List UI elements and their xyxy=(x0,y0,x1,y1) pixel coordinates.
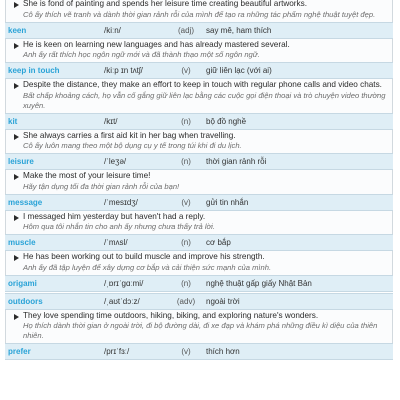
bullet-triangle-icon xyxy=(14,314,19,320)
vocab-part-of-speech: (v) xyxy=(181,66,191,75)
bullet-triangle-icon xyxy=(14,215,19,221)
vocab-meaning: bộ đồ nghề xyxy=(206,116,247,126)
example-vietnamese: Anh ấy đã tập luyện để xây dựng cơ bắp và cải thiện sức mạnh của mình. xyxy=(23,262,272,272)
example-block xyxy=(5,39,393,63)
vocab-meaning: thời gian rảnh rỗi xyxy=(206,157,267,166)
vocab-meaning: say mê, ham thích xyxy=(206,25,272,35)
example-block xyxy=(5,211,393,235)
example-english: She always carries a first aid kit in her bag when travelling. xyxy=(23,130,236,140)
vocab-ipa: /kɪt/ xyxy=(104,116,118,126)
example-sentence xyxy=(14,131,388,142)
example-sentence xyxy=(14,80,388,91)
example-block xyxy=(5,170,393,194)
vocab-part-of-speech: (n) xyxy=(181,238,191,247)
vocab-entry-header xyxy=(5,275,393,292)
vocab-ipa: /kiːn/ xyxy=(104,25,121,35)
vocab-part-of-speech: (n) xyxy=(181,157,191,166)
bullet-triangle-icon xyxy=(14,255,19,261)
bullet-triangle-icon xyxy=(14,43,19,49)
vocab-word: prefer xyxy=(8,347,31,356)
example-block xyxy=(5,0,393,22)
example-sentence xyxy=(14,171,388,182)
example-vietnamese: Hôm qua tôi nhắn tin cho anh ấy nhưng chưa thấy trả lời. xyxy=(23,222,215,231)
example-sentence xyxy=(14,311,388,322)
vocabulary-list xyxy=(5,0,393,361)
vocab-word: kit xyxy=(8,116,18,126)
vocab-meaning: thích hơn xyxy=(206,347,240,356)
example-english: He has been working out to build muscle and improve his strength. xyxy=(23,252,265,261)
vocab-ipa: /ˈleʒə/ xyxy=(104,157,127,166)
vocab-entry-header xyxy=(5,194,393,211)
vocab-entry-header xyxy=(5,343,393,360)
vocab-ipa: /ˈmʌsl/ xyxy=(104,238,128,247)
entry-gap xyxy=(5,360,393,361)
example-block xyxy=(5,79,393,113)
vocab-entry-header xyxy=(5,293,393,310)
example-block xyxy=(5,310,393,344)
vocab-entry-header xyxy=(5,22,393,39)
example-vietnamese: Hãy tận dụng tối đa thời gian rảnh rỗi của bạn! xyxy=(23,181,180,191)
example-vietnamese: Cô ấy luôn mang theo một bộ dụng cụ y tế trong túi khi đi du lịch. xyxy=(23,141,242,150)
example-vietnamese: Họ thích dành thời gian ở ngoài trời, đi bộ đường dài, đi xe đạp và khám phá những điều kì diệu của thiên nhiên. xyxy=(23,321,378,340)
vocab-word: leisure xyxy=(8,157,34,166)
vocab-word: message xyxy=(8,197,43,207)
vocab-part-of-speech: (v) xyxy=(181,347,191,356)
example-sentence xyxy=(14,212,388,223)
vocab-ipa: /ˌɒrɪˈɡɑːmi/ xyxy=(104,278,144,288)
vocab-ipa: /prɪˈfɜː/ xyxy=(104,347,130,356)
example-sentence xyxy=(14,40,388,51)
example-vietnamese: Cô ấy thích vẽ tranh và dành thời gian rảnh rỗi của mình để tạo ra những tác phẩm nghệ thuật tuyệt đẹp. xyxy=(23,9,376,19)
vocab-meaning: giữ liên lạc (với ai) xyxy=(206,66,272,75)
example-english: He is keen on learning new languages and has already mastered several. xyxy=(23,39,290,49)
vocab-part-of-speech: (n) xyxy=(181,116,191,126)
vocab-part-of-speech: (n) xyxy=(181,278,191,288)
bullet-triangle-icon xyxy=(14,83,19,89)
bullet-triangle-icon xyxy=(14,174,19,180)
example-sentence xyxy=(14,0,388,10)
vocab-part-of-speech: (adv) xyxy=(176,296,196,306)
example-vietnamese: Bất chấp khoảng cách, họ vẫn cố gắng giữ liên lạc bằng các cuộc gọi điện thoại và trò chuyện video thường xuyên. xyxy=(23,90,386,110)
vocab-entry-header xyxy=(5,113,393,130)
vocab-word: keen xyxy=(8,25,27,35)
bullet-triangle-icon xyxy=(14,134,19,140)
vocab-meaning: cơ bắp xyxy=(206,238,231,247)
vocab-ipa: /ˌaʊtˈdɔːz/ xyxy=(104,296,140,306)
vocab-entry-header xyxy=(5,153,393,170)
example-block xyxy=(5,251,393,275)
vocab-ipa: /ˈmesɪdʒ/ xyxy=(104,197,138,207)
example-english: Despite the distance, they make an effort to keep in touch with regular phone calls and video chats. xyxy=(23,80,382,89)
vocab-word: outdoors xyxy=(8,296,43,306)
example-sentence xyxy=(14,252,388,263)
vocab-entry-header xyxy=(5,234,393,251)
vocab-meaning: gửi tin nhắn xyxy=(206,197,249,207)
example-vietnamese: Anh ấy rất thích học ngôn ngữ mới và đã thành thạo một số ngôn ngữ. xyxy=(23,50,260,59)
bullet-triangle-icon xyxy=(14,2,19,8)
vocab-meaning: nghệ thuật gấp giấy Nhật Bản xyxy=(206,278,312,288)
vocab-word: muscle xyxy=(8,238,36,247)
vocab-ipa: /kiːp ɪn tʌtʃ/ xyxy=(104,66,143,75)
vocab-word: keep in touch xyxy=(8,66,60,75)
vocab-word: origami xyxy=(8,278,37,288)
example-english: She is fond of painting and spends her leisure time creating beautiful artworks. xyxy=(23,0,307,8)
vocab-meaning: ngoài trời xyxy=(206,296,240,306)
vocab-entry-header xyxy=(5,62,393,79)
example-english: Make the most of your leisure time! xyxy=(23,171,151,180)
example-english: I messaged him yesterday but haven't had a reply. xyxy=(23,211,206,221)
vocab-part-of-speech: (adj) xyxy=(177,25,194,35)
example-block xyxy=(5,130,393,154)
example-english: They love spending time outdoors, hiking, biking, and exploring nature's wonders. xyxy=(23,310,319,320)
vocab-part-of-speech: (v) xyxy=(181,197,191,207)
